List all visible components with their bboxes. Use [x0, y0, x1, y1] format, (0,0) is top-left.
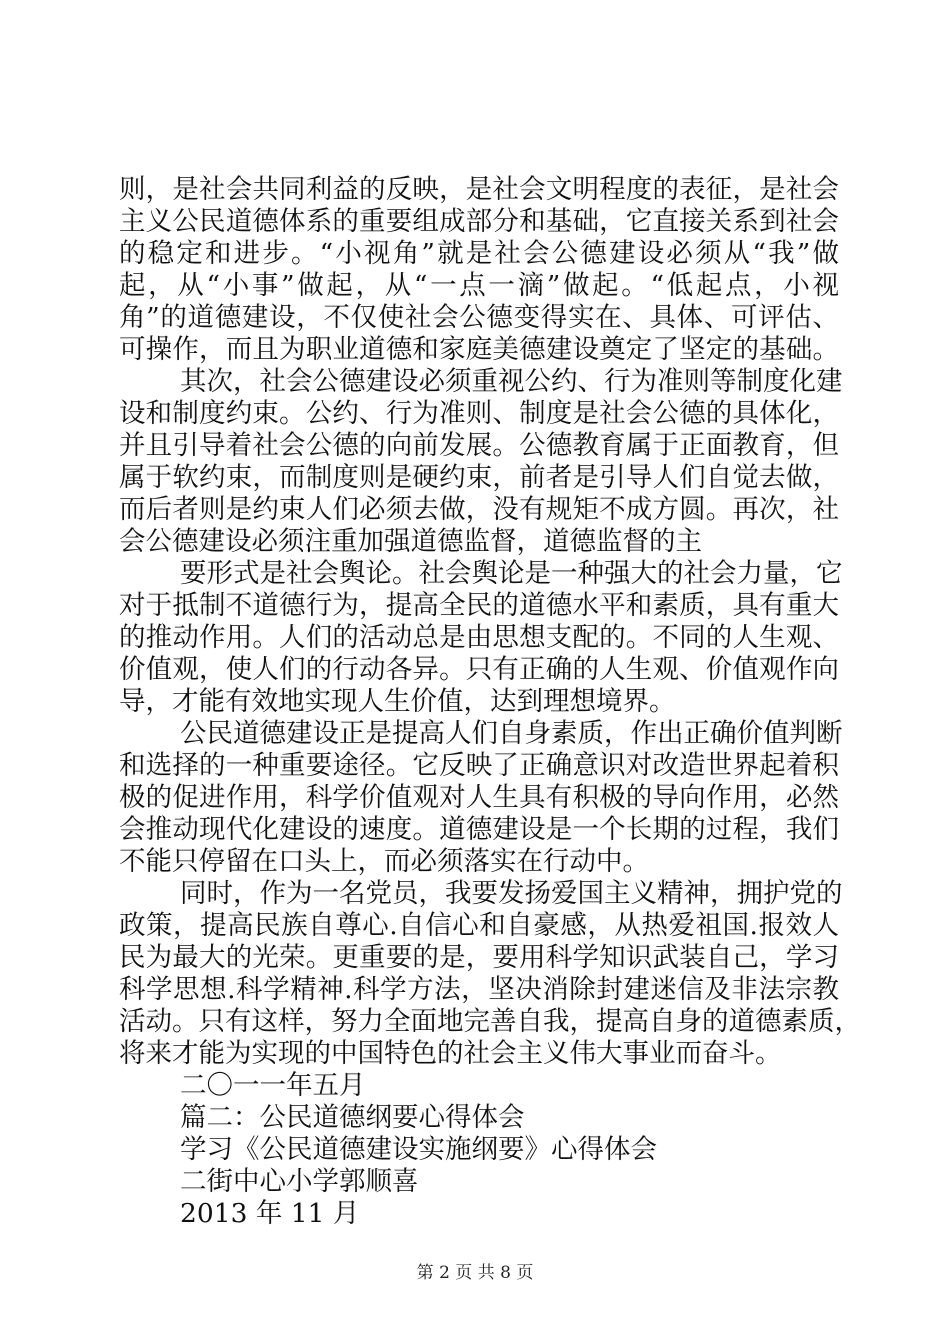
text-line: 则，是社会共同利益的反映，是社会文明程度的表征，是社会: [119, 174, 839, 205]
text-line: 导，才能有效地实现人生价值，达到理想境界。: [119, 686, 676, 717]
text-line: 属于软约束，而制度则是硬约束，前者是引导人们自觉去做，: [119, 462, 839, 493]
date-line: 二〇一一年五月: [180, 1070, 366, 1101]
text-line: 设和制度约束。公约、行为准则、制度是社会公德的具体化，: [119, 398, 839, 429]
text-line: 而后者则是约束人们必须去做，没有规矩不成方圆。再次，社: [119, 494, 839, 525]
paragraph-first-line: 其次，社会公德建设必须重视公约、行为准则等制度化建: [180, 366, 843, 397]
article-title: 学习《公民道德建设实施纲要》心得体会: [180, 1134, 657, 1165]
text-line: 对于抵制不道德行为，提高全民的道德水平和素质，具有重大: [119, 590, 839, 621]
text-line: 科学思想.科学精神.科学方法，坚决消除封建迷信及非法宗教: [119, 974, 839, 1005]
text-line: 起，从“小事”做起，从“一点一滴”做起。“低起点，小视: [119, 270, 839, 301]
text-line: 民为最大的光荣。更重要的是，要用科学知识武装自己，学习: [119, 942, 839, 973]
text-line: 活动。只有这样，努力全面地完善自我，提高自身的道德素质，: [119, 1006, 861, 1037]
text-line: 和选择的一种重要途径。它反映了正确意识对改造世界起着积: [119, 750, 839, 781]
text-line: 政策，提高民族自尊心.自信心和自豪感，从热爱祖国.报效人: [119, 910, 839, 941]
author-line: 二街中心小学郭顺喜: [180, 1166, 419, 1197]
text-line: 并且引导着社会公德的向前发展。公德教育属于正面教育，但: [119, 430, 839, 461]
paragraph-first-line: 要形式是社会舆论。社会舆论是一种强大的社会力量，它: [180, 558, 843, 589]
text-line: 主义公民道德体系的重要组成部分和基础，它直接关系到社会: [119, 206, 839, 237]
text-line: 角”的道德建设，不仅使社会公德变得实在、具体、可评估、: [119, 302, 839, 333]
paragraph-first-line: 公民道德建设正是提高人们自身素质，作出正确价值判断: [180, 718, 843, 749]
section-heading: 篇二：公民道德纲要心得体会: [180, 1102, 525, 1133]
text-line: 的稳定和进步。“小视角”就是社会公德建设必须从“我”做: [119, 238, 839, 269]
text-line: 会推动现代化建设的速度。道德建设是一个长期的过程，我们: [119, 814, 839, 845]
text-line: 将来才能为实现的中国特色的社会主义伟大事业而奋斗。: [119, 1038, 782, 1069]
text-line: 极的促进作用，科学价值观对人生具有积极的导向作用，必然: [119, 782, 839, 813]
paragraph-first-line: 同时，作为一名党员，我要发扬爱国主义精神，拥护党的: [180, 878, 843, 909]
text-line: 不能只停留在口头上，而必须落实在行动中。: [119, 846, 649, 877]
text-line: 会公德建设必须注重加强道德监督，道德监督的主: [119, 526, 702, 557]
date-line: 2013 年 11 月: [180, 1198, 360, 1229]
text-line: 价值观，使人们的行动各异。只有正确的人生观、价值观作向: [119, 654, 839, 685]
page-number-footer: 第 2 页 共 8 页: [416, 1263, 534, 1283]
text-line: 可操作，而且为职业道德和家庭美德建设奠定了坚定的基础。: [119, 334, 839, 365]
text-line: 的推动作用。人们的活动总是由思想支配的。不同的人生观、: [119, 622, 839, 653]
